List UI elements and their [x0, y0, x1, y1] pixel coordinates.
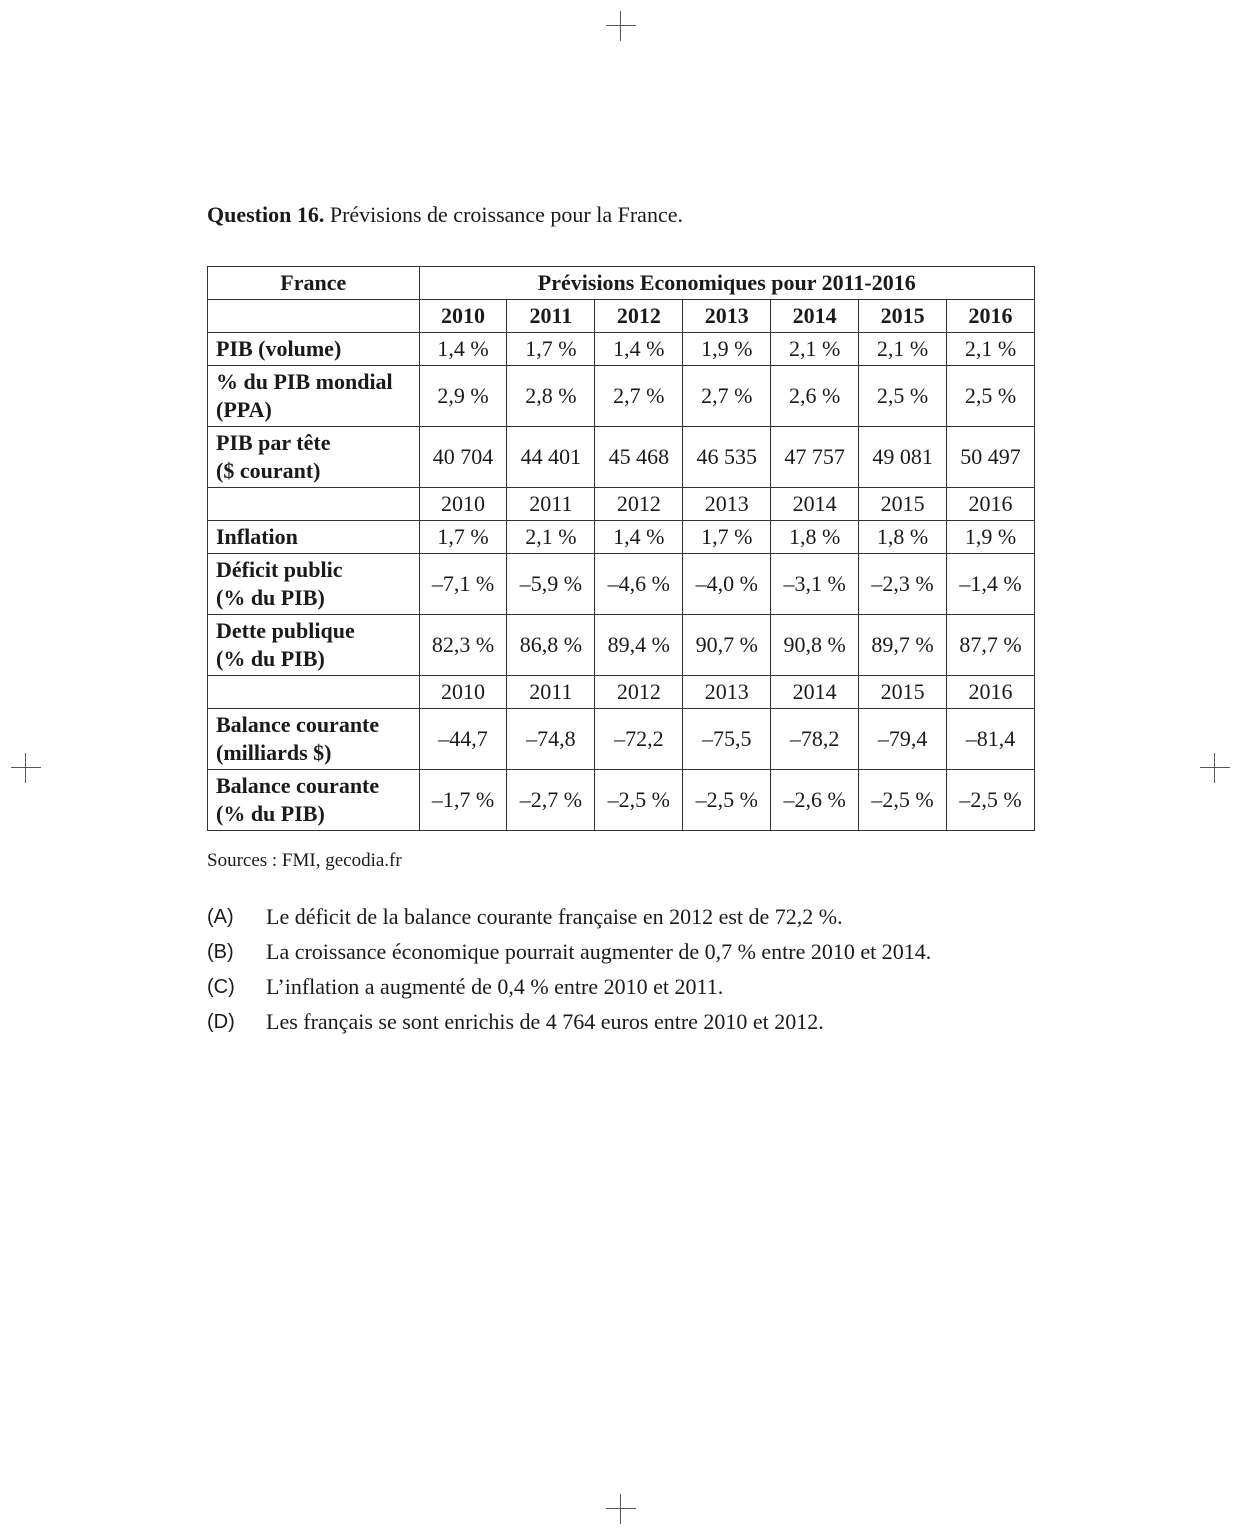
table-row: [208, 366, 1035, 427]
answer-option[interactable]: [207, 937, 1107, 972]
table-cell: –2,7 %: [507, 770, 595, 831]
table-cell: –44,7: [419, 709, 507, 770]
table-cell: 1,8 %: [859, 521, 947, 554]
row-label-line: Déficit public: [216, 557, 343, 582]
table-cell: –74,8: [507, 709, 595, 770]
table-cell: –75,5: [683, 709, 771, 770]
table-cell: 1,7 %: [507, 333, 595, 366]
year-cell: 2012: [595, 676, 683, 709]
table-cell: 82,3 %: [419, 615, 507, 676]
row-label-line: (PPA): [216, 397, 272, 422]
year-row: [208, 676, 1035, 709]
row-label: [208, 615, 420, 676]
year-cell: 2014: [771, 300, 859, 333]
table-cell: –2,6 %: [771, 770, 859, 831]
table-cell: 2,5 %: [947, 366, 1035, 427]
table-cell: 90,7 %: [683, 615, 771, 676]
row-label: [208, 521, 420, 554]
year-cell: 2013: [683, 300, 771, 333]
year-cell: 2016: [947, 300, 1035, 333]
option-text: Le déficit de la balance courante française en 2012 est de 72,2 %.: [266, 904, 843, 929]
row-label: [208, 427, 420, 488]
option-text: La croissance économique pourrait augmenter de 0,7 % entre 2010 et 2014.: [266, 939, 932, 964]
answer-option[interactable]: [207, 902, 1107, 937]
crop-mark-left: [11, 753, 41, 783]
year-row: [208, 488, 1035, 521]
year-cell: 2011: [507, 676, 595, 709]
table-row: [208, 770, 1035, 831]
table-cell: 2,1 %: [947, 333, 1035, 366]
table-row: [208, 427, 1035, 488]
table-cell: –2,3 %: [859, 554, 947, 615]
table-cell: 89,4 %: [595, 615, 683, 676]
row-label-line: Balance courante: [216, 773, 380, 798]
year-row-empty-cell: [208, 488, 420, 521]
table-cell: 45 468: [595, 427, 683, 488]
table-cell: 1,7 %: [683, 521, 771, 554]
option-letter: (A): [207, 906, 234, 928]
table-cell: –5,9 %: [507, 554, 595, 615]
row-label-line: % du PIB mondial: [216, 369, 393, 394]
option-text: Les français se sont enrichis de 4 764 euros entre 2010 et 2012.: [266, 1009, 824, 1034]
answer-option[interactable]: [207, 972, 1107, 1007]
year-row: [208, 300, 1035, 333]
year-cell: 2015: [859, 300, 947, 333]
row-label-line: Dette publique: [216, 618, 355, 643]
row-label: [208, 709, 420, 770]
year-cell: 2013: [683, 488, 771, 521]
table-cell: 86,8 %: [507, 615, 595, 676]
table-cell: –2,5 %: [947, 770, 1035, 831]
table-cell: –3,1 %: [771, 554, 859, 615]
year-cell: 2012: [595, 300, 683, 333]
table-row: [208, 521, 1035, 554]
table-cell: –2,5 %: [595, 770, 683, 831]
row-label-line: (milliards $): [216, 740, 332, 765]
answer-options: [207, 902, 1107, 1042]
question-title: [207, 200, 683, 230]
option-letter: (D): [207, 1011, 235, 1033]
table-cell: –79,4: [859, 709, 947, 770]
row-label-line: PIB (volume): [216, 336, 342, 361]
table-cell: 2,6 %: [771, 366, 859, 427]
table-cell: –1,7 %: [419, 770, 507, 831]
table-cell: 2,1 %: [507, 521, 595, 554]
table-cell: 1,7 %: [419, 521, 507, 554]
table-cell: 2,9 %: [419, 366, 507, 427]
table-cell: 40 704: [419, 427, 507, 488]
table-cell: 44 401: [507, 427, 595, 488]
crop-mark-bottom: [606, 1494, 636, 1524]
question-text: Prévisions de croissance pour la France.: [329, 202, 683, 227]
year-cell: 2012: [595, 488, 683, 521]
year-cell: 2010: [419, 300, 507, 333]
year-cell: 2016: [947, 488, 1035, 521]
row-label-line: (% du PIB): [216, 801, 325, 826]
table-cell: –2,5 %: [859, 770, 947, 831]
row-label-line: PIB par tête: [216, 430, 331, 455]
row-label: [208, 770, 420, 831]
row-label-line: Balance courante: [216, 712, 380, 737]
year-cell: 2014: [771, 676, 859, 709]
option-text: L’inflation a augmenté de 0,4 % entre 2010 et 2011.: [266, 974, 724, 999]
year-cell: 2010: [419, 676, 507, 709]
crop-mark-top: [606, 11, 636, 41]
table-cell: 2,1 %: [859, 333, 947, 366]
table-cell: 90,8 %: [771, 615, 859, 676]
question-label: Question 16.: [207, 202, 325, 227]
table-cell: –81,4: [947, 709, 1035, 770]
year-row-empty-cell: [208, 300, 420, 333]
option-letter: (C): [207, 976, 235, 998]
table-cell: –2,5 %: [683, 770, 771, 831]
row-label-line: ($ courant): [216, 458, 321, 483]
row-label: [208, 366, 420, 427]
table-header-title: Prévisions Economiques pour 2011-2016: [419, 267, 1034, 300]
table-cell: –78,2: [771, 709, 859, 770]
table-cell: –72,2: [595, 709, 683, 770]
row-label-line: (% du PIB): [216, 646, 325, 671]
table-cell: 1,8 %: [771, 521, 859, 554]
year-cell: 2013: [683, 676, 771, 709]
table-cell: 47 757: [771, 427, 859, 488]
table-corner-label: France: [208, 267, 420, 300]
economic-forecast-table: [207, 266, 1035, 831]
table-cell: 1,4 %: [595, 333, 683, 366]
table-cell: –7,1 %: [419, 554, 507, 615]
table-cell: 89,7 %: [859, 615, 947, 676]
option-letter: (B): [207, 941, 234, 963]
row-label-line: Inflation: [216, 524, 298, 549]
table-cell: 49 081: [859, 427, 947, 488]
table-cell: 2,7 %: [595, 366, 683, 427]
crop-mark-right: [1200, 753, 1230, 783]
row-label-line: (% du PIB): [216, 585, 325, 610]
year-cell: 2015: [859, 488, 947, 521]
year-row-empty-cell: [208, 676, 420, 709]
table-cell: 1,4 %: [595, 521, 683, 554]
table-cell: 50 497: [947, 427, 1035, 488]
year-cell: 2010: [419, 488, 507, 521]
year-cell: 2016: [947, 676, 1035, 709]
row-label: [208, 554, 420, 615]
table-cell: 87,7 %: [947, 615, 1035, 676]
table-header-row: [208, 267, 1035, 300]
row-label: [208, 333, 420, 366]
year-cell: 2014: [771, 488, 859, 521]
year-cell: 2011: [507, 488, 595, 521]
table-cell: 46 535: [683, 427, 771, 488]
answer-option[interactable]: [207, 1007, 1107, 1042]
table-row: [208, 709, 1035, 770]
table-row: [208, 333, 1035, 366]
table-cell: 1,9 %: [947, 521, 1035, 554]
table-cell: 2,5 %: [859, 366, 947, 427]
year-cell: 2015: [859, 676, 947, 709]
table-cell: 1,4 %: [419, 333, 507, 366]
table-row: [208, 615, 1035, 676]
sources-note: Sources : FMI, gecodia.fr: [207, 850, 402, 871]
table-cell: 2,1 %: [771, 333, 859, 366]
table-cell: 1,9 %: [683, 333, 771, 366]
table-cell: –1,4 %: [947, 554, 1035, 615]
table-cell: 2,8 %: [507, 366, 595, 427]
year-cell: 2011: [507, 300, 595, 333]
table-cell: –4,6 %: [595, 554, 683, 615]
table-row: [208, 554, 1035, 615]
table-cell: 2,7 %: [683, 366, 771, 427]
table-cell: –4,0 %: [683, 554, 771, 615]
